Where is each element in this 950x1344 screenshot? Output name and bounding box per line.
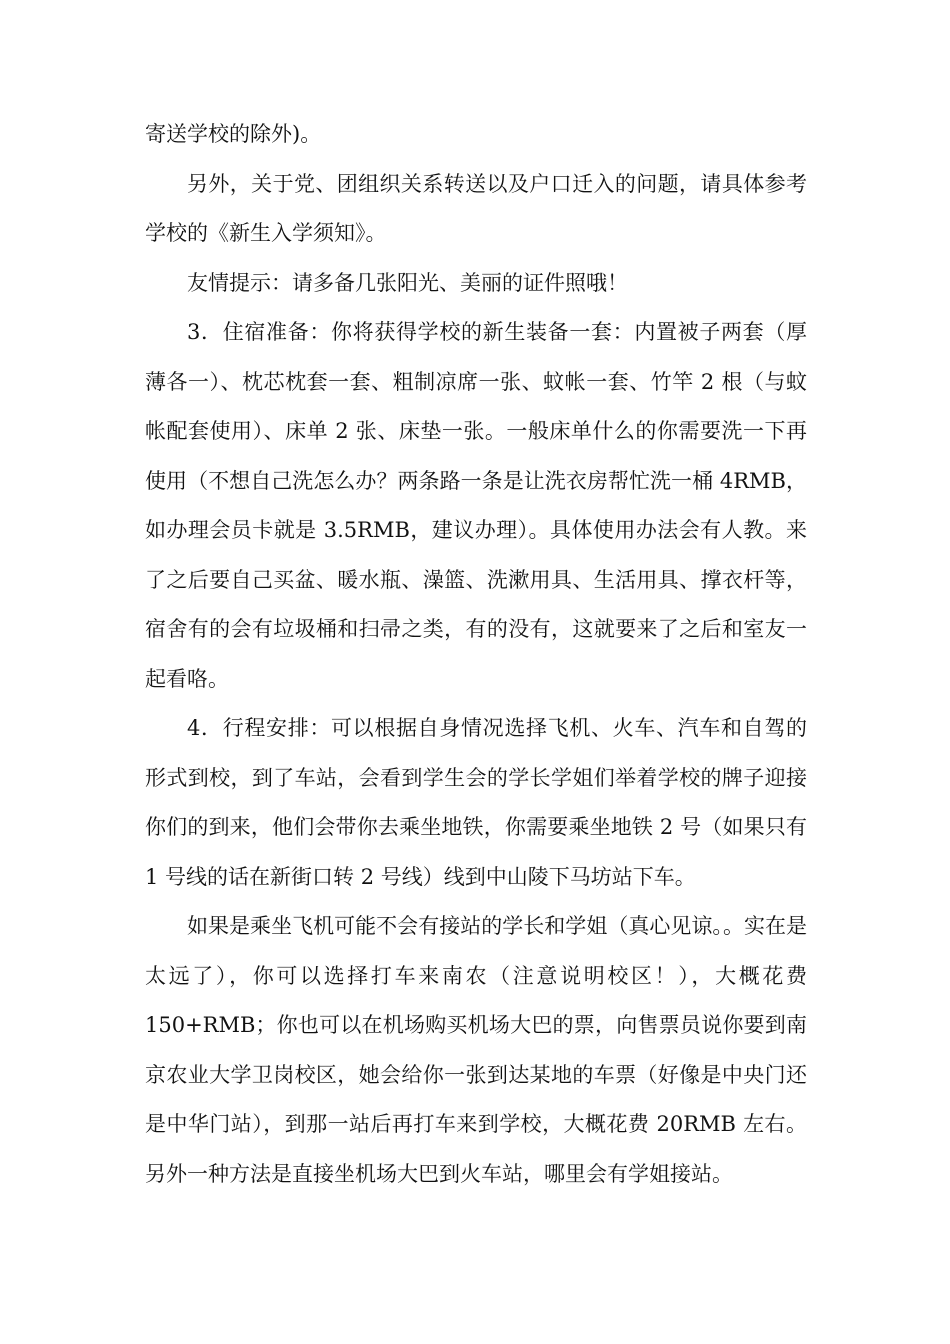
- paragraph-4: 3．住宿准备：你将获得学校的新生装备一套：内置被子两套（厚薄各一）、枕芯枕套一套、粗制凉席一张、蚊帐一套、竹竿 2 根（与蚊帐配套使用）、床单 2 张、床垫一张。一般床单什么的你需要洗一下再使用（不想自己洗怎么办？两条路一条是让洗衣房帮忙洗一桶 4RMB，如办理会员卡就是 3.5RMB，建议办理）。具体使用办法会有人教。来了之后要自己买盆、暖水瓶、澡篮、洗漱用具、生活用具、撑衣杆等，宿舍有的会有垃圾桶和扫帚之类，有的没有，这就要来了之后和室友一起看咯。: [145, 320, 807, 691]
- paragraph-3: 友情提示：请多备几张阳光、美丽的证件照哦！: [187, 270, 628, 295]
- paragraph-2: 另外，关于党、团组织关系转送以及户口迁入的问题，请具体参考学校的《新生入学须知》。: [145, 171, 807, 245]
- document-page: [145, 110, 807, 1199]
- paragraph-1: 寄送学校的除外)。: [145, 122, 322, 146]
- paragraph-5: 4．行程安排：可以根据自身情况选择飞机、火车、汽车和自驾的形式到校，到了车站，会看到学生会的学长学姐们举着学校的牌子迎接你们的到来，他们会带你去乘坐地铁，你需要乘坐地铁 2 号（如果只有 1 号线的话在新街口转 2 号线）线到中山陵下马坊站下车。: [145, 716, 807, 889]
- paragraph-6: 如果是乘坐飞机可能不会有接站的学长和学姐（真心见谅。。实在是太远了），你可以选择打车来南农（注意说明校区！），大概花费 150+RMB；你也可以在机场购买机场大巴的票，向售票员说你要到南京农业大学卫岗校区，她会给你一张到达某地的车票（好像是中央门还是中华门站），到那一站后再打车来到学校，大概花费 20RMB 左右。另外一种方法是直接坐机场大巴到火车站，哪里会有学姐接站。: [145, 914, 807, 1186]
